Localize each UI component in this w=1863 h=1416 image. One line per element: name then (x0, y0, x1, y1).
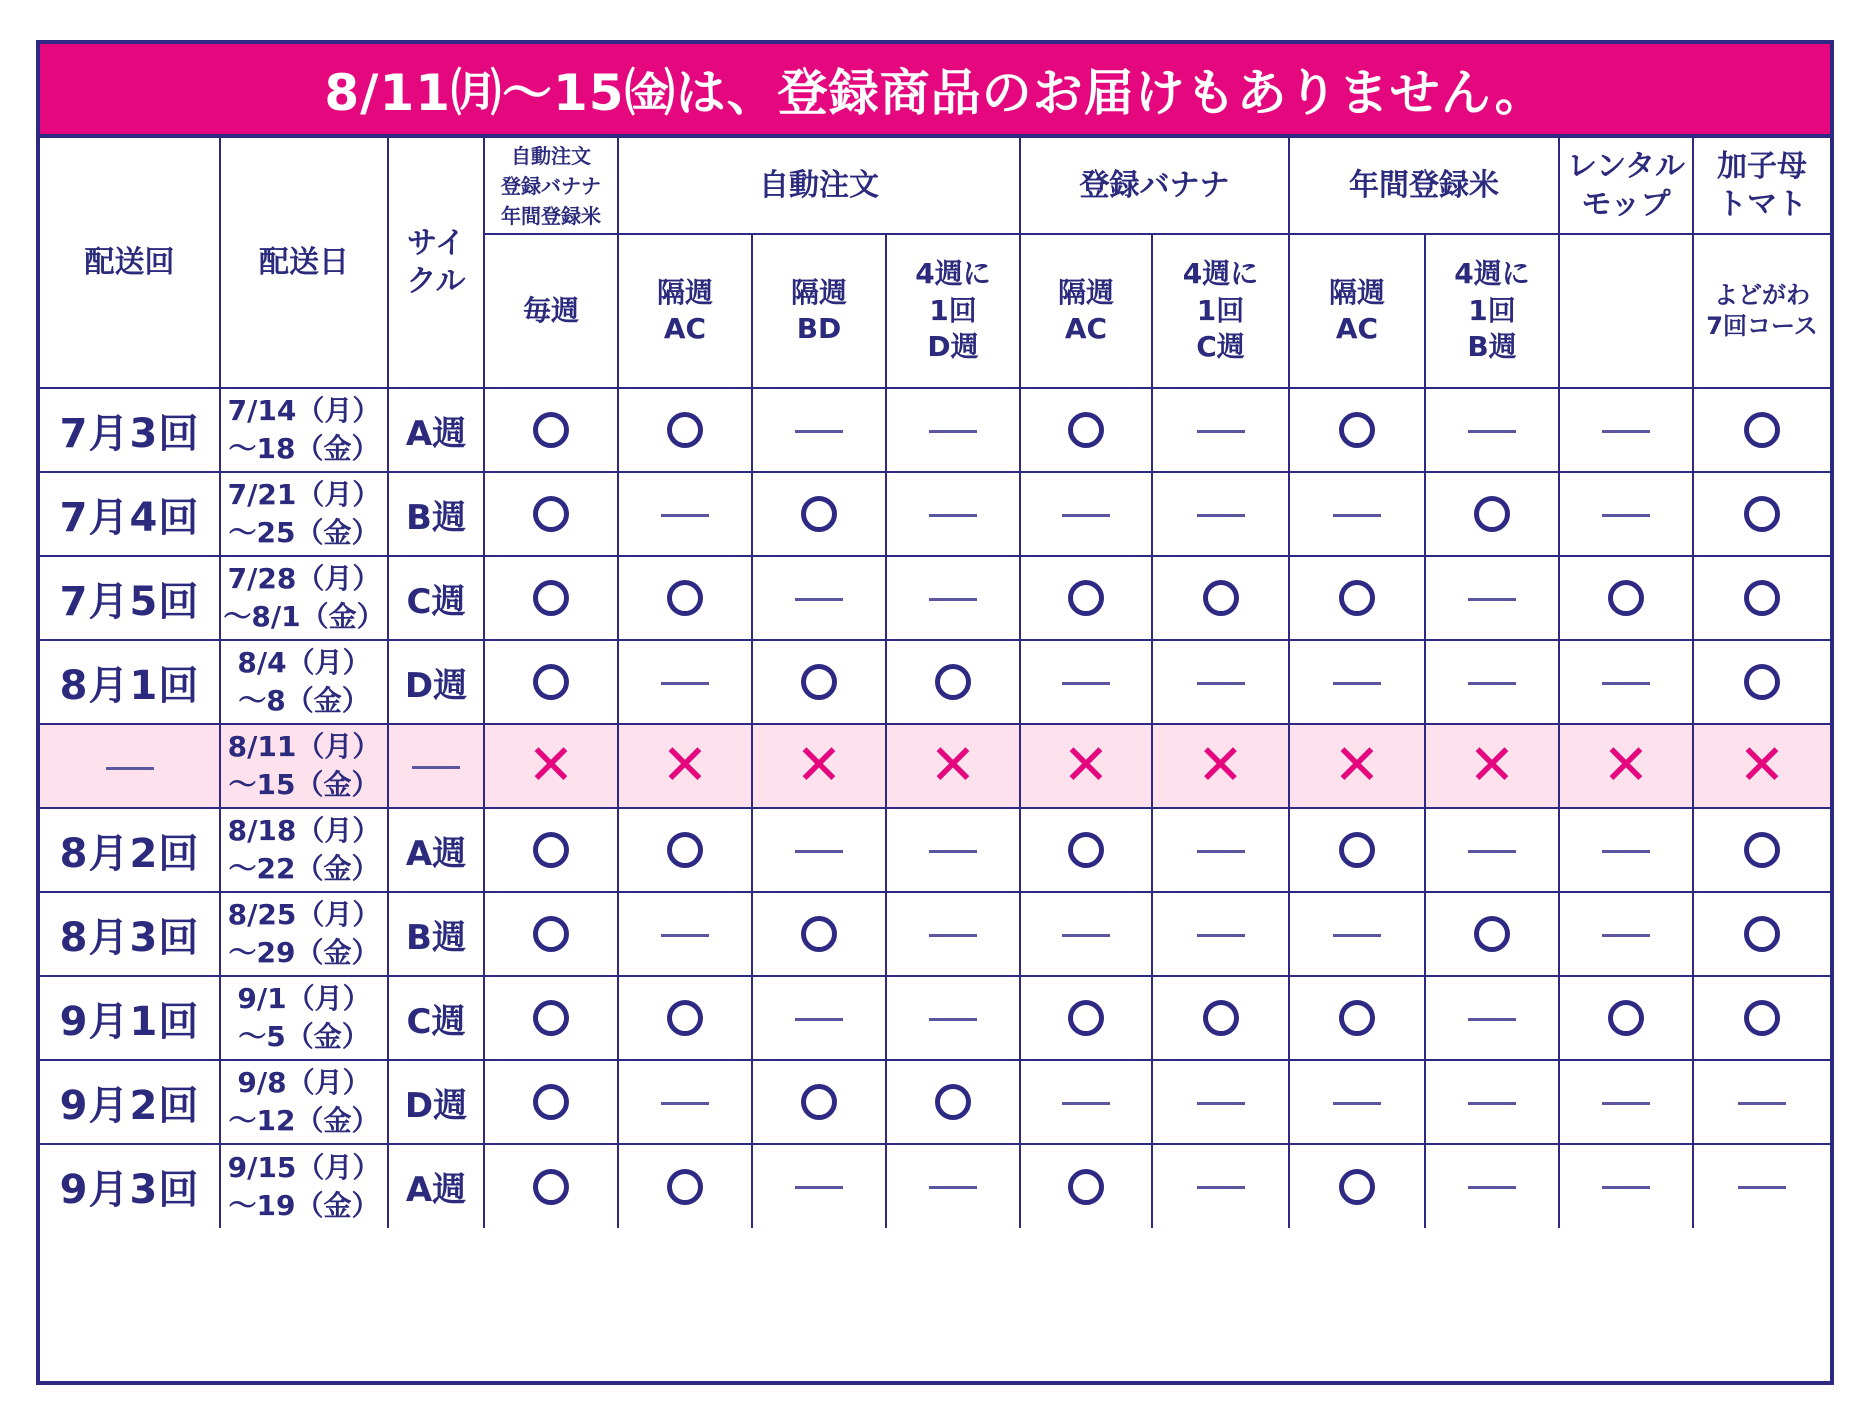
delivery-cell (752, 892, 886, 976)
dash-mark (1468, 1018, 1516, 1021)
dash-mark (1602, 934, 1650, 937)
delivery-cell (1152, 472, 1289, 556)
delivery-cell (1425, 808, 1559, 892)
circle-mark (1744, 664, 1780, 700)
circle-mark (1474, 916, 1510, 952)
circle-mark (801, 916, 837, 952)
delivery-cell (886, 472, 1020, 556)
delivery-cell (1289, 724, 1425, 808)
delivery-cell (752, 556, 886, 640)
circle-mark (1339, 580, 1375, 616)
date-start: 8/11（月） (227, 730, 381, 764)
delivery-cell (618, 808, 752, 892)
delivery-cell (1289, 976, 1425, 1060)
delivery-cell (1559, 892, 1693, 976)
delivery-cell (484, 724, 618, 808)
dash-mark (1468, 850, 1516, 853)
row-round: 9月1回 (40, 976, 220, 1060)
delivery-cell (1559, 724, 1693, 808)
delivery-cell (1693, 388, 1830, 472)
delivery-cell (1693, 976, 1830, 1060)
dash-mark (1333, 682, 1381, 685)
circle-mark (533, 1169, 569, 1205)
delivery-cell (1425, 892, 1559, 976)
delivery-cell (1020, 472, 1152, 556)
row-cycle (388, 724, 484, 808)
table-row (40, 472, 1830, 556)
dash-mark (1062, 514, 1110, 517)
dash-mark (929, 850, 977, 853)
row-round: 8月1回 (40, 640, 220, 724)
dash-mark (1197, 934, 1245, 937)
delivery-cell (1693, 556, 1830, 640)
date-end: 〜29（金） (228, 936, 380, 969)
circle-mark (935, 664, 971, 700)
header-group-mop: レンタル モップ (1559, 138, 1693, 234)
header-group-all: 自動注文 登録バナナ 年間登録米 (484, 138, 618, 234)
cross-mark: ✕ (1197, 733, 1244, 798)
date-start: 7/28（月） (227, 562, 381, 596)
circle-mark (1068, 832, 1104, 868)
delivery-cell (886, 976, 1020, 1060)
dash-mark (795, 598, 843, 601)
delivery-cell (886, 640, 1020, 724)
circle-mark (1068, 412, 1104, 448)
delivery-cell (484, 388, 618, 472)
dash-mark (929, 598, 977, 601)
circle-mark (667, 832, 703, 868)
delivery-cell (1425, 976, 1559, 1060)
sub-auto-bd: 隔週 BD (752, 234, 886, 388)
delivery-cell (1559, 556, 1693, 640)
delivery-cell (752, 472, 886, 556)
circle-mark (1339, 1000, 1375, 1036)
date-start: 9/1（月） (237, 982, 371, 1016)
delivery-cell (1425, 556, 1559, 640)
row-date (220, 388, 388, 472)
circle-mark (1744, 916, 1780, 952)
row-round: 9月2回 (40, 1060, 220, 1144)
circle-mark (667, 1169, 703, 1205)
cross-mark: ✕ (1333, 733, 1381, 798)
delivery-cell (1289, 1144, 1425, 1228)
dash-mark (1333, 1102, 1381, 1105)
table-row (40, 724, 1830, 808)
delivery-cell (1425, 388, 1559, 472)
delivery-cell (886, 388, 1020, 472)
dash-mark (929, 1018, 977, 1021)
dash-mark (1197, 682, 1245, 685)
dash-mark (929, 430, 977, 433)
circle-mark (533, 1000, 569, 1036)
delivery-cell (484, 808, 618, 892)
sub-auto-ac: 隔週 AC (618, 234, 752, 388)
dash-mark (929, 1186, 977, 1189)
date-start: 8/4（月） (237, 646, 371, 680)
dash-mark (1197, 850, 1245, 853)
delivery-cell (1425, 1144, 1559, 1228)
circle-mark (1608, 580, 1644, 616)
row-round: 7月3回 (40, 388, 220, 472)
delivery-cell (752, 724, 886, 808)
dash-mark (1602, 682, 1650, 685)
row-round: 8月2回 (40, 808, 220, 892)
date-end: 〜19（金） (228, 1188, 380, 1222)
dash-mark (1468, 682, 1516, 685)
table-row (40, 976, 1830, 1060)
row-cycle: C週 (388, 556, 484, 640)
delivery-cell (1020, 808, 1152, 892)
delivery-cell (1020, 640, 1152, 724)
delivery-cell (1020, 976, 1152, 1060)
circle-mark (1744, 832, 1780, 868)
delivery-cell (484, 976, 618, 1060)
delivery-cell (1152, 808, 1289, 892)
table-row (40, 892, 1830, 976)
delivery-cell (1559, 1144, 1693, 1228)
delivery-cell (1289, 892, 1425, 976)
delivery-cell (1425, 472, 1559, 556)
row-date (220, 1144, 388, 1228)
row-date (220, 640, 388, 724)
dash-mark (1197, 1186, 1245, 1189)
sub-auto-d: 4週に 1回 D週 (886, 234, 1020, 388)
row-date (220, 556, 388, 640)
delivery-cell (752, 808, 886, 892)
delivery-cell (886, 724, 1020, 808)
delivery-cell (618, 472, 752, 556)
delivery-cell (1559, 1060, 1693, 1144)
notice-banner: 8/11㈪〜15㈮は、登録商品のお届けもありません。 (40, 44, 1830, 138)
cross-mark: ✕ (929, 733, 977, 798)
row-date (220, 976, 388, 1060)
delivery-cell (752, 388, 886, 472)
delivery-cell (618, 388, 752, 472)
row-cycle: C週 (388, 976, 484, 1060)
sub-banana-c: 4週に 1回 C週 (1152, 234, 1289, 388)
delivery-cell (1425, 640, 1559, 724)
dash-mark (1602, 850, 1650, 853)
circle-mark (1203, 1000, 1239, 1036)
dash-mark (795, 430, 843, 433)
circle-mark (1068, 1169, 1104, 1205)
row-cycle: B週 (388, 892, 484, 976)
circle-mark (1744, 580, 1780, 616)
delivery-cell (752, 640, 886, 724)
delivery-cell (1559, 472, 1693, 556)
circle-mark (1203, 580, 1239, 616)
row-cycle: A週 (388, 388, 484, 472)
circle-mark (533, 832, 569, 868)
delivery-cell (1152, 556, 1289, 640)
row-date (220, 1060, 388, 1144)
row-cycle: D週 (388, 1060, 484, 1144)
dash-mark (1333, 934, 1381, 937)
date-start: 7/21（月） (227, 478, 381, 512)
dash-mark (1468, 430, 1516, 433)
delivery-cell (1289, 472, 1425, 556)
date-start: 8/25（月） (227, 898, 381, 932)
delivery-cell (618, 1144, 752, 1228)
delivery-cell (1020, 892, 1152, 976)
delivery-cell (1020, 724, 1152, 808)
delivery-cell (1289, 640, 1425, 724)
delivery-cell (1559, 388, 1693, 472)
sub-weekly: 毎週 (484, 234, 618, 388)
circle-mark (1474, 496, 1510, 532)
circle-mark (667, 580, 703, 616)
dash-mark (929, 514, 977, 517)
delivery-cell (484, 892, 618, 976)
dash-mark (106, 767, 154, 770)
delivery-cell (1020, 556, 1152, 640)
delivery-cell (1559, 640, 1693, 724)
sub-tomato: よどがわ 7回コース (1693, 234, 1830, 388)
sub-rice-b: 4週に 1回 B週 (1425, 234, 1559, 388)
dash-mark (1468, 1186, 1516, 1189)
table-row (40, 808, 1830, 892)
row-date (220, 472, 388, 556)
delivery-cell (1693, 1144, 1830, 1228)
dash-mark (1197, 514, 1245, 517)
dash-mark (1602, 514, 1650, 517)
dash-mark (661, 934, 709, 937)
date-start: 9/8（月） (237, 1066, 371, 1100)
row-date (220, 724, 388, 808)
date-start: 7/14（月） (227, 394, 381, 428)
circle-mark (1339, 832, 1375, 868)
row-cycle: B週 (388, 472, 484, 556)
delivery-cell (484, 1060, 618, 1144)
dash-mark (795, 1018, 843, 1021)
circle-mark (1339, 1169, 1375, 1205)
delivery-cell (618, 892, 752, 976)
delivery-cell (484, 1144, 618, 1228)
circle-mark (1744, 496, 1780, 532)
circle-mark (533, 412, 569, 448)
date-end: 〜18（金） (228, 432, 380, 465)
circle-mark (533, 580, 569, 616)
dash-mark (929, 934, 977, 937)
date-end: 〜8/1（金） (223, 600, 385, 633)
sub-rice-ac: 隔週 AC (1289, 234, 1425, 388)
cross-mark: ✕ (527, 733, 575, 798)
delivery-cell (1693, 808, 1830, 892)
circle-mark (533, 496, 569, 532)
circle-mark (801, 1084, 837, 1120)
delivery-schedule-table (40, 138, 1830, 1228)
header-group-tomato: 加子母 トマト (1693, 138, 1830, 234)
delivery-cell (1693, 724, 1830, 808)
dash-mark (1333, 514, 1381, 517)
circle-mark (1068, 580, 1104, 616)
delivery-cell (886, 1060, 1020, 1144)
schedule-rows (40, 388, 1830, 1228)
delivery-cell (1152, 724, 1289, 808)
circle-mark (801, 664, 837, 700)
dash-mark (1468, 1102, 1516, 1105)
delivery-cell (1152, 976, 1289, 1060)
row-round: 7月4回 (40, 472, 220, 556)
cross-mark: ✕ (795, 733, 843, 798)
dash-mark (795, 1186, 843, 1189)
cross-mark: ✕ (1602, 733, 1650, 798)
header-group-rice: 年間登録米 (1289, 138, 1559, 234)
dash-mark (661, 1102, 709, 1105)
delivery-cell (1693, 640, 1830, 724)
row-cycle: D週 (388, 640, 484, 724)
date-end: 〜5（金） (238, 1020, 370, 1053)
cross-mark: ✕ (1062, 733, 1110, 798)
circle-mark (1744, 412, 1780, 448)
delivery-cell (1152, 892, 1289, 976)
delivery-cell (1559, 808, 1693, 892)
dash-mark (1468, 598, 1516, 601)
delivery-cell (1020, 1144, 1152, 1228)
cross-mark: ✕ (1738, 733, 1786, 798)
header-cycle: サイ クル (388, 138, 484, 388)
delivery-cell (1152, 1060, 1289, 1144)
date-end: 〜8（金） (238, 684, 370, 717)
dash-mark (1738, 1102, 1786, 1105)
circle-mark (667, 412, 703, 448)
table-row (40, 388, 1830, 472)
delivery-cell (618, 976, 752, 1060)
delivery-cell (618, 640, 752, 724)
delivery-cell (1289, 388, 1425, 472)
dash-mark (1062, 682, 1110, 685)
dash-mark (795, 850, 843, 853)
delivery-cell (886, 556, 1020, 640)
date-end: 〜12（金） (228, 1104, 380, 1137)
cross-mark: ✕ (1468, 733, 1516, 798)
delivery-cell (1152, 1144, 1289, 1228)
circle-mark (1608, 1000, 1644, 1036)
header-group-auto-order: 自動注文 (618, 138, 1020, 234)
delivery-cell (886, 892, 1020, 976)
delivery-cell (1289, 1060, 1425, 1144)
dash-mark (1062, 934, 1110, 937)
delivery-cell (484, 472, 618, 556)
circle-mark (533, 1084, 569, 1120)
delivery-cell (1152, 640, 1289, 724)
delivery-cell (1020, 1060, 1152, 1144)
header-group-banana: 登録バナナ (1020, 138, 1289, 234)
delivery-cell (752, 1144, 886, 1228)
dash-mark (1738, 1186, 1786, 1189)
delivery-cell (1559, 976, 1693, 1060)
delivery-cell (1693, 892, 1830, 976)
delivery-cell (484, 556, 618, 640)
delivery-cell (618, 1060, 752, 1144)
dash-mark (412, 766, 460, 769)
row-date (220, 808, 388, 892)
dash-mark (1602, 1186, 1650, 1189)
table-row (40, 556, 1830, 640)
delivery-cell (752, 976, 886, 1060)
delivery-cell (752, 1060, 886, 1144)
dash-mark (1197, 430, 1245, 433)
dash-mark (661, 514, 709, 517)
date-end: 〜25（金） (228, 516, 380, 549)
circle-mark (533, 916, 569, 952)
dash-mark (1197, 1102, 1245, 1105)
delivery-cell (1693, 472, 1830, 556)
delivery-cell (1289, 556, 1425, 640)
dash-mark (661, 682, 709, 685)
dash-mark (1602, 430, 1650, 433)
table-row (40, 1144, 1830, 1228)
sub-mop (1559, 234, 1693, 388)
delivery-cell (1289, 808, 1425, 892)
delivery-cell (484, 640, 618, 724)
schedule-frame (36, 40, 1834, 1385)
delivery-cell (886, 808, 1020, 892)
dash-mark (1602, 1102, 1650, 1105)
delivery-cell (1152, 388, 1289, 472)
delivery-cell (1425, 724, 1559, 808)
delivery-cell (1020, 388, 1152, 472)
table-row (40, 1060, 1830, 1144)
cross-mark: ✕ (661, 733, 709, 798)
circle-mark (801, 496, 837, 532)
header-round: 配送回 (40, 138, 220, 388)
delivery-cell (886, 1144, 1020, 1228)
circle-mark (1339, 412, 1375, 448)
circle-mark (533, 664, 569, 700)
table-row (40, 640, 1830, 724)
delivery-cell (618, 556, 752, 640)
header-date: 配送日 (220, 138, 388, 388)
row-cycle: A週 (388, 808, 484, 892)
delivery-cell (1693, 1060, 1830, 1144)
circle-mark (1068, 1000, 1104, 1036)
row-round: 8月3回 (40, 892, 220, 976)
date-end: 〜15（金） (228, 768, 380, 801)
row-round: 9月3回 (40, 1144, 220, 1228)
delivery-cell (1425, 1060, 1559, 1144)
circle-mark (935, 1084, 971, 1120)
row-date (220, 892, 388, 976)
circle-mark (667, 1000, 703, 1036)
delivery-cell (618, 724, 752, 808)
sub-banana-ac: 隔週 AC (1020, 234, 1152, 388)
row-round (40, 724, 220, 808)
date-start: 8/18（月） (227, 814, 381, 848)
circle-mark (1744, 1000, 1780, 1036)
date-start: 9/15（月） (227, 1150, 381, 1184)
date-end: 〜22（金） (228, 852, 380, 885)
row-round: 7月5回 (40, 556, 220, 640)
row-cycle: A週 (388, 1144, 484, 1228)
dash-mark (1062, 1102, 1110, 1105)
